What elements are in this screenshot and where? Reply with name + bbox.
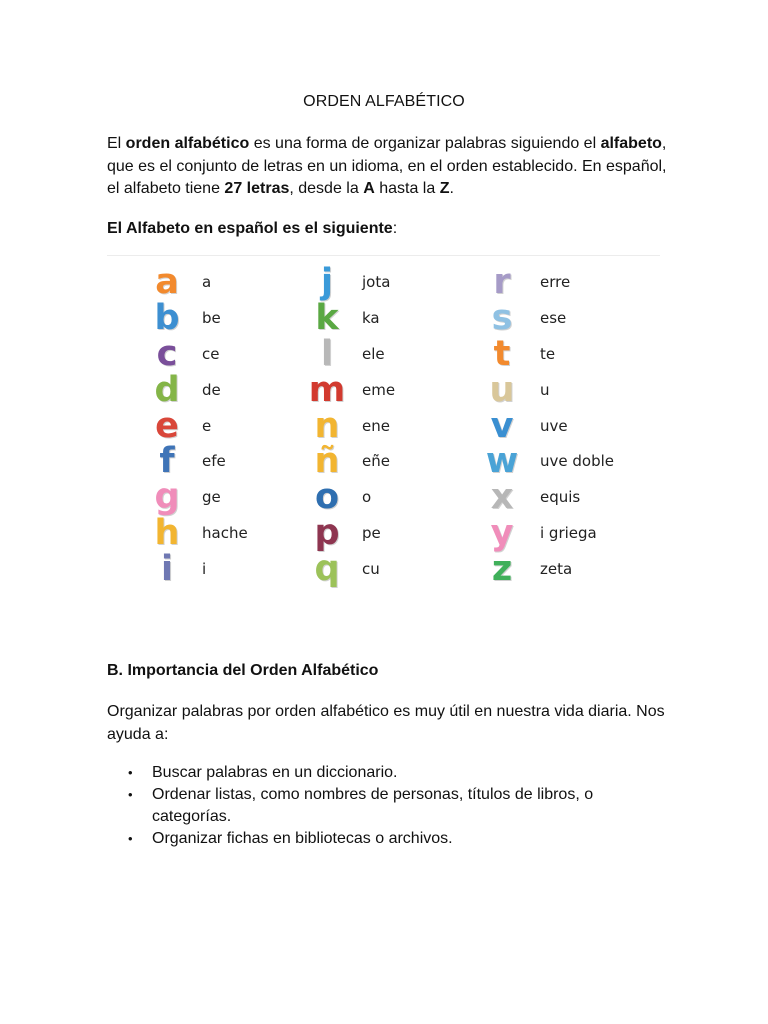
colored-letter: f: [159, 441, 175, 482]
alphabet-column-2: [307, 262, 487, 590]
section-b-paragraph: Organizar palabras por orden alfabético es muy útil en nuestra vida diaria. Nos ayuda a:: [107, 703, 665, 743]
alphabet-image: [107, 255, 660, 610]
letter-name: o: [362, 488, 372, 507]
letter-name: cu: [362, 560, 380, 579]
colored-letter: m: [308, 369, 346, 410]
letter-name: i griega: [540, 524, 597, 543]
bullet-dot: •: [128, 787, 133, 802]
intro-text-6: .: [449, 180, 454, 197]
letter-name: uve: [540, 416, 568, 435]
colored-letter: c: [156, 333, 178, 374]
colored-letter: j: [321, 262, 333, 302]
section-b-heading: [107, 660, 677, 683]
letter-name: e: [202, 416, 212, 435]
colored-letter: e: [155, 405, 179, 446]
bullet-dot: •: [128, 831, 133, 846]
list-item-text: Buscar palabras en un diccionario.: [152, 764, 398, 781]
letter-name: jota: [362, 273, 391, 291]
letter-name: u: [540, 380, 550, 399]
letter-name: be: [202, 308, 221, 327]
colored-letter: z: [491, 549, 513, 590]
list-item: [126, 762, 646, 784]
colored-letter: h: [154, 513, 180, 554]
list-item-text: Ordenar listas, como nombres de personas, títulos de libros, o categorías.: [152, 786, 594, 825]
alphabet-row: [482, 549, 662, 590]
colored-letter: b: [154, 297, 180, 338]
intro-text-5: hasta la: [374, 180, 440, 197]
letter-name: equis: [540, 488, 581, 507]
usage-list: [126, 762, 646, 850]
alphabet-row: [147, 549, 327, 590]
letter-name: a: [202, 273, 212, 291]
alphabet-column-3: [482, 262, 662, 590]
alphabet-row: [307, 549, 487, 590]
letter-name: pe: [362, 524, 381, 543]
colored-letter: l: [321, 333, 333, 374]
letter-name: ele: [362, 344, 385, 363]
letter-name: efe: [202, 452, 226, 471]
list-item: [126, 784, 646, 828]
intro-paragraph: [107, 133, 677, 201]
colored-letter: n: [314, 405, 340, 446]
colored-letter: s: [491, 297, 513, 338]
intro-text-3: , que es el conjunto de letras en un idioma, en el orden establecido. En español, el alfabeto tiene: [107, 135, 667, 197]
letter-name: eñe: [362, 452, 390, 471]
bullet-dot: •: [128, 765, 133, 780]
colored-letter: k: [315, 297, 339, 338]
colored-letter: w: [485, 441, 519, 482]
alphabet-heading-tail: :: [392, 220, 398, 237]
page-title: ORDEN ALFABÉTICO: [303, 93, 465, 110]
intro-bold-alfabeto: alfabeto: [600, 135, 662, 152]
alphabet-column-1: [147, 262, 327, 590]
colored-letter: y: [490, 513, 514, 554]
letter-name: uve doble: [540, 452, 614, 471]
colored-letter: x: [490, 477, 514, 518]
letter-name: ka: [362, 308, 380, 327]
letter-name: te: [540, 344, 556, 363]
colored-letter: p: [314, 513, 340, 554]
colored-letter: g: [154, 477, 180, 518]
letter-name: eme: [362, 380, 396, 399]
letter-name: erre: [540, 273, 571, 291]
intro-text-4: , desde la: [289, 180, 364, 197]
letter-name: ge: [202, 488, 221, 507]
letter-name: i: [202, 560, 207, 579]
intro-bold-a: A: [363, 180, 375, 197]
list-item: [126, 828, 646, 850]
letter-name: hache: [202, 524, 248, 543]
colored-letter: q: [314, 549, 340, 590]
intro-bold-orden-alfabetico: orden alfabético: [125, 135, 250, 152]
colored-letter: o: [314, 477, 340, 518]
intro-bold-27-letras: 27 letras: [224, 180, 290, 197]
colored-letter: a: [155, 262, 179, 302]
colored-letter: u: [489, 369, 515, 410]
letter-name: ce: [202, 344, 220, 363]
letter-name: ene: [362, 416, 390, 435]
list-item-text: Organizar fichas en bibliotecas o archivos.: [152, 830, 453, 847]
section-b-heading-text: B. Importancia del Orden Alfabético: [107, 662, 379, 679]
intro-text-2: es una forma de organizar palabras siguiendo el: [249, 135, 601, 152]
colored-letter: i: [161, 549, 173, 590]
alphabet-row: [307, 297, 487, 339]
letter-name: ese: [540, 308, 567, 327]
alphabet-row: [147, 513, 327, 554]
colored-letter: r: [493, 262, 511, 302]
intro-bold-z: Z: [439, 180, 450, 197]
colored-letter: t: [493, 333, 511, 374]
colored-letter: d: [154, 369, 180, 410]
colored-letter: ñ: [314, 441, 340, 482]
intro-text-1: El: [107, 135, 126, 152]
alphabet-heading-bold: El Alfabeto en español es el siguiente: [107, 220, 393, 237]
colored-letter: v: [490, 405, 514, 446]
letter-name: zeta: [540, 560, 573, 579]
letter-name: de: [202, 380, 221, 399]
alphabet-heading: [107, 218, 677, 241]
